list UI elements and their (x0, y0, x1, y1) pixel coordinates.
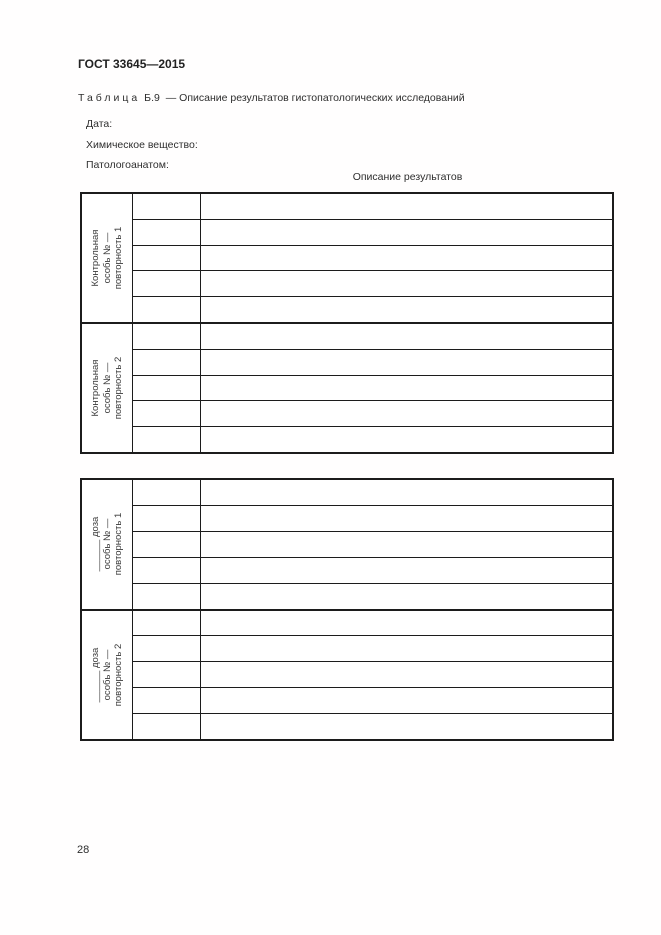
table-group-dose-rep2 (82, 611, 612, 740)
table-row (133, 584, 612, 609)
specimen-id-cell (133, 271, 201, 296)
description-cell (201, 611, 612, 636)
description-cell (201, 297, 612, 322)
description-cell (201, 427, 612, 452)
specimen-id-cell (133, 350, 201, 375)
description-cell (201, 480, 612, 505)
results-column-header: Описание результатов (352, 171, 463, 183)
specimen-id-cell (133, 558, 201, 583)
specimen-id-cell (133, 662, 201, 687)
specimen-id-cell (133, 376, 201, 401)
group-label-cell (82, 324, 133, 452)
description-cell (201, 714, 612, 739)
field-label-chemical: Химическое вещество: (86, 139, 198, 151)
table-row (133, 636, 612, 662)
page-number: 28 (77, 844, 90, 856)
table-row (133, 480, 612, 506)
specimen-id-cell (133, 480, 201, 505)
group-label: Контрольная особь № — повторность 1 (89, 226, 124, 290)
description-cell (201, 506, 612, 531)
field-label-date: Дата: (86, 118, 113, 130)
table-row (133, 688, 612, 714)
specimen-id-cell (133, 324, 201, 349)
specimen-id-cell (133, 688, 201, 713)
doc-code: ГОСТ 33645—2015 (78, 57, 186, 71)
description-cell (201, 636, 612, 661)
field-label-pathologist: Патологоанатом: (86, 159, 169, 171)
description-cell (201, 194, 612, 219)
group-label-cell (82, 611, 133, 740)
table-row (133, 297, 612, 322)
group-rows (133, 324, 612, 452)
description-cell (201, 558, 612, 583)
table-caption (78, 92, 465, 104)
description-cell (201, 401, 612, 426)
description-cell (201, 271, 612, 296)
histopathology-table-dose (80, 478, 614, 741)
specimen-id-cell (133, 401, 201, 426)
table-group-control-rep1 (82, 194, 612, 324)
description-cell (201, 688, 612, 713)
description-cell (201, 220, 612, 245)
specimen-id-cell (133, 506, 201, 531)
table-row (133, 350, 612, 376)
group-rows (133, 194, 612, 322)
table-caption-word: Таблица (78, 92, 141, 104)
table-row (133, 220, 612, 246)
table-row (133, 324, 612, 350)
specimen-id-cell (133, 220, 201, 245)
histopathology-table-control (80, 192, 614, 454)
table-row (133, 376, 612, 402)
specimen-id-cell (133, 636, 201, 661)
group-label: ______ доза особь № — повторность 2 (89, 643, 124, 707)
group-rows (133, 480, 612, 609)
specimen-id-cell (133, 714, 201, 739)
specimen-id-cell (133, 611, 201, 636)
table-row (133, 662, 612, 688)
specimen-id-cell (133, 194, 201, 219)
table-group-control-rep2 (82, 324, 612, 452)
description-cell (201, 532, 612, 557)
group-rows (133, 611, 612, 740)
description-cell (201, 324, 612, 349)
table-row (133, 427, 612, 452)
table-row (133, 558, 612, 584)
group-label-cell (82, 194, 133, 322)
table-row (133, 271, 612, 297)
description-cell (201, 350, 612, 375)
table-row (133, 611, 612, 637)
table-row (133, 532, 612, 558)
description-cell (201, 376, 612, 401)
group-label: ______ доза особь № — повторность 1 (89, 512, 124, 576)
specimen-id-cell (133, 427, 201, 452)
description-cell (201, 246, 612, 271)
specimen-id-cell (133, 297, 201, 322)
table-caption-title: — Описание результатов гистопатологических исследований (165, 92, 465, 104)
group-label-cell (82, 480, 133, 609)
group-label: Контрольная особь № — повторность 2 (89, 356, 124, 420)
table-group-dose-rep1 (82, 480, 612, 611)
table-row (133, 401, 612, 427)
table-row (133, 246, 612, 272)
specimen-id-cell (133, 532, 201, 557)
description-cell (201, 662, 612, 687)
table-row (133, 194, 612, 220)
specimen-id-cell (133, 584, 201, 609)
specimen-id-cell (133, 246, 201, 271)
table-row (133, 714, 612, 739)
description-cell (201, 584, 612, 609)
table-row (133, 506, 612, 532)
table-caption-ref: Б.9 (144, 92, 160, 104)
